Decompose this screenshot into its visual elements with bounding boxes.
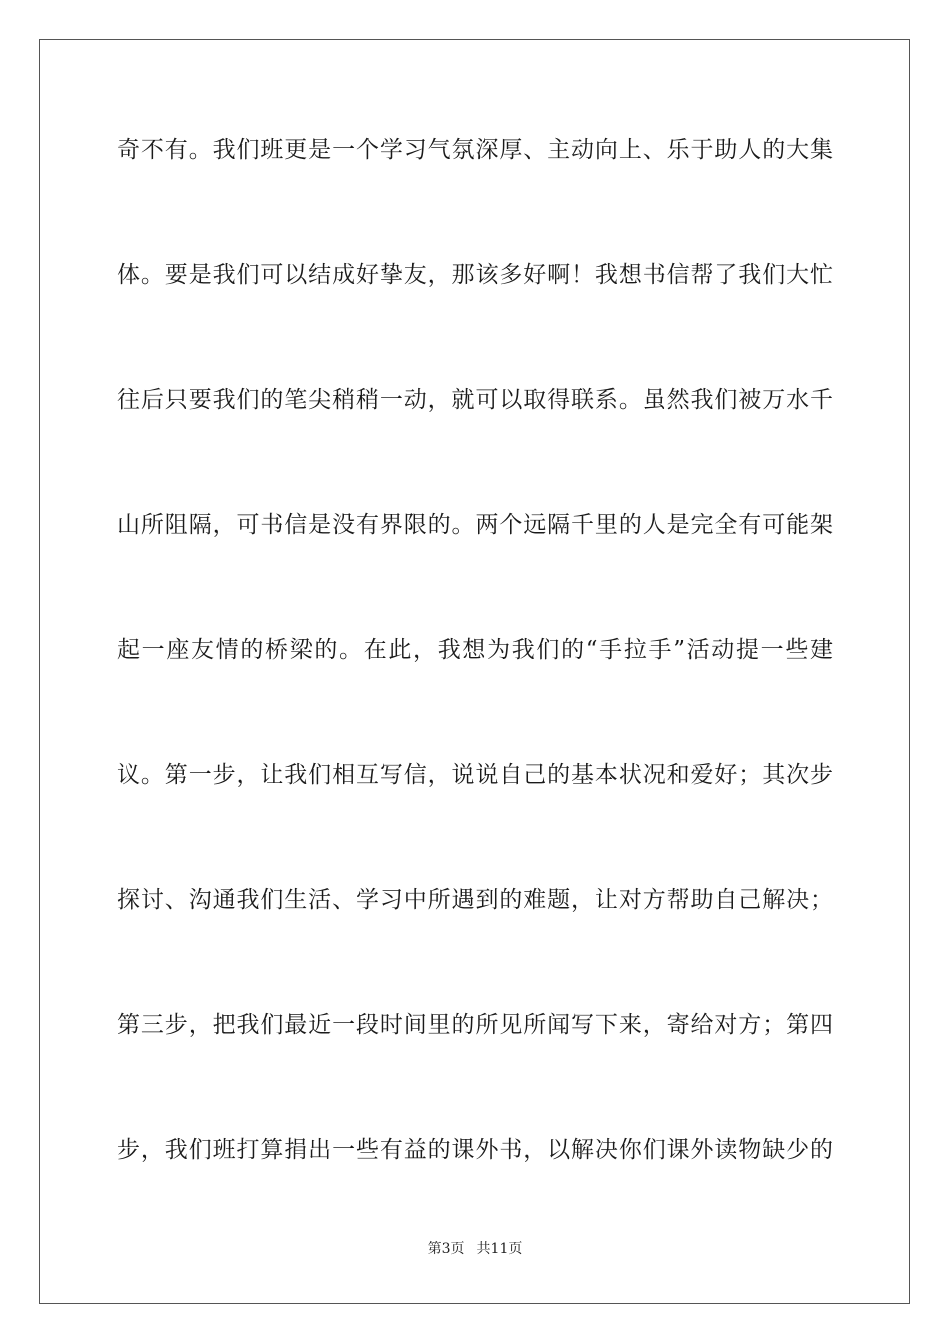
page-frame [39,39,910,1304]
text-line-4: 山所阻隔，可书信是没有界限的。两个远隔千里的人是完全有可能架 [117,512,833,538]
page-number: 第3页 [427,1241,465,1257]
text-line-5: 起一座友情的桥梁的。在此，我想为我们的“手拉手”活动提一些建 [117,637,833,663]
text-line-7: 探讨、沟通我们生活、学习中所遇到的难题，让对方帮助自己解决； [117,887,833,913]
text-line-1: 奇不有。我们班更是一个学习气氛深厚、主动向上、乐于助人的大集 [117,137,833,163]
page-total: 共11页 [476,1241,523,1257]
page-footer [0,1240,950,1258]
text-line-8: 第三步，把我们最近一段时间里的所见所闻写下来，寄给对方；第四 [117,1012,833,1038]
text-line-6: 议。第一步，让我们相互写信，说说自己的基本状况和爱好；其次步 [117,762,833,788]
text-line-9: 步，我们班打算捐出一些有益的课外书，以解决你们课外读物缺少的 [117,1137,833,1163]
text-line-2: 体。要是我们可以结成好挚友，那该多好啊！我想书信帮了我们大忙 [117,262,833,288]
text-line-3: 往后只要我们的笔尖稍稍一动，就可以取得联系。虽然我们被万水千 [117,387,833,413]
